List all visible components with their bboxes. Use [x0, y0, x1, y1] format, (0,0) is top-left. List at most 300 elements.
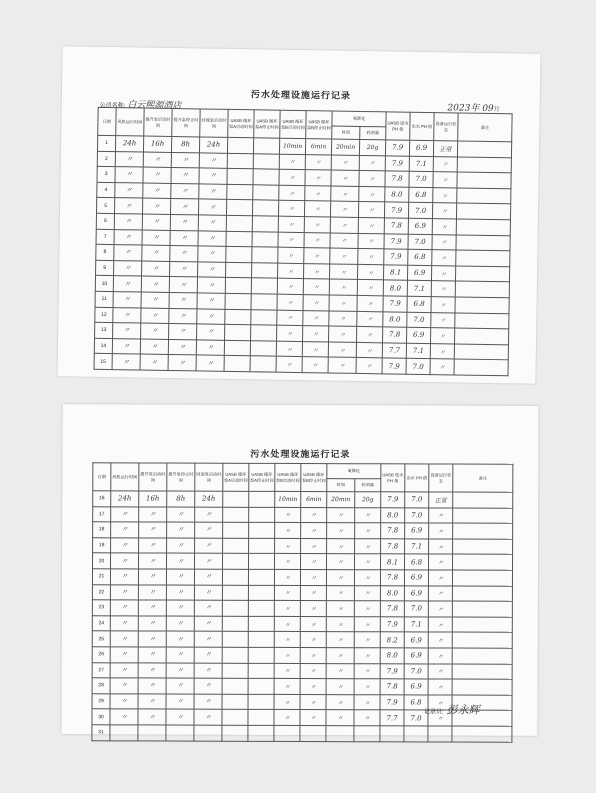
cell-disinfect-time: 〃 [331, 186, 359, 202]
cell-remark [456, 235, 510, 251]
cell-uasb-a-on [223, 538, 249, 554]
header-disinfect: 氧降化 [327, 464, 381, 479]
cell-disinfect-qty: 〃 [358, 202, 384, 218]
cell-uasb-b-off: 〃 [300, 585, 326, 601]
cell-pump-off: 〃 [166, 709, 194, 725]
cell-ph-out: 7.0 [404, 601, 428, 617]
cell-uasb-b-off: 6min [301, 492, 327, 508]
cell-uasb-a-off [251, 278, 277, 294]
cell-fan: 〃 [110, 616, 138, 632]
cell-ph-out: 6.8 [405, 554, 429, 570]
cell-pump-off: 〃 [171, 183, 199, 199]
cell-pump-off: 〃 [166, 663, 194, 679]
year-month-value: 2023年 09 [447, 103, 494, 115]
cell-disinfect-qty: 20g [355, 492, 381, 508]
cell-disinfect-time: 〃 [331, 170, 359, 186]
cell-ph-out: 6.9 [409, 140, 433, 156]
header-fan: 风机运行时间 [111, 463, 139, 491]
cell-recirc: 〃 [197, 277, 225, 293]
table-row [92, 616, 512, 633]
cell-status: 〃 [432, 203, 456, 219]
cell-uasb-a-on [227, 184, 253, 200]
cell-pump-on: 〃 [139, 538, 167, 554]
cell-uasb-b-off: 〃 [302, 357, 328, 373]
cell-uasb-b-on: 〃 [278, 216, 304, 232]
cell-disinfect-time: 〃 [328, 357, 356, 373]
cell-pump-off: 〃 [166, 678, 194, 694]
cell-fan: 〃 [115, 167, 143, 183]
cell-ph-in: 7.8 [381, 539, 405, 555]
table-row [92, 631, 512, 648]
cell-uasb-b-on: 10min [275, 491, 301, 507]
cell-uasb-a-off [248, 710, 274, 726]
cell-uasb-b-on: 〃 [274, 585, 300, 601]
header-remark: 备注 [458, 113, 512, 142]
header-uasb-a-on: UASB 循环泵A启动时间 [223, 463, 249, 491]
cell-disinfect-time: 〃 [327, 554, 355, 570]
cell-status: 〃 [429, 539, 453, 555]
cell-uasb-a-off [252, 247, 278, 263]
cell-uasb-a-on [222, 616, 248, 632]
cell-recirc: 〃 [197, 324, 225, 340]
cell-pump-off: 〃 [167, 538, 195, 554]
cell-uasb-b-on: 〃 [277, 263, 303, 279]
cell-remark [457, 157, 511, 173]
cell-recirc: 24h [199, 137, 227, 153]
cell-day: 10 [95, 276, 113, 292]
cell-ph-in: 7.9 [384, 249, 408, 265]
cell-uasb-b-on: 〃 [279, 154, 305, 170]
cell-status: 〃 [431, 328, 455, 344]
cell-fan: 〃 [111, 538, 139, 554]
cell-status: 正常 [433, 141, 457, 157]
cell-pump-off [166, 725, 194, 741]
cell-recirc: 〃 [197, 293, 225, 309]
cell-disinfect-time: 〃 [330, 233, 358, 249]
cell-day: 29 [92, 693, 110, 709]
cell-disinfect-time: 〃 [326, 679, 354, 695]
cell-pump-on: 〃 [141, 308, 169, 324]
cell-status: 〃 [428, 570, 452, 586]
cell-uasb-b-on: 〃 [276, 356, 302, 372]
cell-uasb-b-off: 〃 [304, 201, 330, 217]
cell-status: 〃 [432, 234, 456, 250]
cell-uasb-a-off [252, 216, 278, 232]
cell-pump-off: 〃 [166, 585, 194, 601]
cell-fan: 〃 [114, 229, 142, 245]
cell-ph-in: 7.9 [380, 617, 404, 633]
cell-uasb-a-on [222, 600, 248, 616]
cell-uasb-b-on: 〃 [274, 679, 300, 695]
cell-remark [452, 726, 512, 742]
cell-uasb-b-off: 〃 [300, 679, 326, 695]
cell-uasb-b-off: 〃 [300, 601, 326, 617]
cell-day: 21 [92, 569, 110, 585]
cell-disinfect-time: 〃 [329, 295, 357, 311]
header-uasb-b-on: UASB 循环泵B启动时间 [280, 110, 306, 138]
cell-ph-in: 8.0 [380, 648, 404, 664]
cell-pump-off: 〃 [170, 246, 198, 262]
cell-recirc [194, 725, 222, 741]
header-day: 日期 [98, 107, 116, 135]
table-row [92, 647, 512, 664]
cell-pump-off: 〃 [166, 569, 194, 585]
cell-recirc: 〃 [198, 199, 226, 215]
cell-disinfect-qty: 〃 [354, 710, 380, 726]
cell-ph-out: 6.9 [407, 327, 431, 343]
header-status: 设备运行状态 [429, 464, 453, 492]
cell-recirc: 〃 [194, 678, 222, 694]
cell-pump-off: 〃 [166, 647, 194, 663]
cell-remark [452, 617, 512, 633]
cell-uasb-b-off: 〃 [305, 154, 331, 170]
cell-disinfect-time: 〃 [327, 523, 355, 539]
cell-fan: 〃 [112, 354, 140, 370]
cell-recirc: 〃 [198, 215, 226, 231]
cell-disinfect-qty: 〃 [356, 342, 382, 358]
cell-disinfect-time: 〃 [326, 570, 354, 586]
record-table [94, 107, 513, 376]
cell-uasb-a-on [227, 169, 253, 185]
month-unit: 月 [493, 107, 500, 114]
cell-uasb-a-on [223, 554, 249, 570]
cell-uasb-b-off: 〃 [300, 694, 326, 710]
cell-pump-on: 〃 [142, 214, 170, 230]
cell-uasb-b-on: 〃 [276, 341, 302, 357]
header-status: 设备运行状态 [434, 113, 458, 141]
cell-day: 27 [92, 662, 110, 678]
cell-fan: 〃 [113, 323, 141, 339]
cell-ph-out: 6.9 [404, 632, 428, 648]
table-row [92, 584, 512, 601]
cell-uasb-a-off [252, 200, 278, 216]
cell-recirc: 〃 [198, 230, 226, 246]
cell-uasb-a-off [250, 340, 276, 356]
cell-pump-on: 〃 [142, 261, 170, 277]
table-row [93, 491, 513, 508]
cell-pump-off: 〃 [169, 308, 197, 324]
cell-uasb-a-off [249, 523, 275, 539]
cell-pump-on: 〃 [138, 709, 166, 725]
cell-disinfect-qty: 〃 [358, 233, 384, 249]
cell-uasb-b-off: 〃 [303, 279, 329, 295]
header-recirc: 回流泵启动时间 [195, 463, 223, 491]
cell-pump-on: 〃 [138, 662, 166, 678]
cell-pump-off: 〃 [170, 230, 198, 246]
cell-status: 〃 [429, 523, 453, 539]
cell-uasb-b-off: 〃 [300, 647, 326, 663]
cell-ph-out: 7.1 [404, 617, 428, 633]
cell-uasb-b-on: 〃 [275, 538, 301, 554]
table-row [93, 538, 513, 555]
cell-remark [452, 632, 512, 648]
cell-uasb-a-off [248, 569, 274, 585]
cell-disinfect-qty: 〃 [355, 554, 381, 570]
cell-remark [452, 664, 512, 680]
cell-status: 〃 [428, 663, 452, 679]
cell-pump-off: 〃 [169, 277, 197, 293]
cell-ph-in: 7.9 [384, 233, 408, 249]
cell-day: 22 [92, 584, 110, 600]
cell-ph-in: 8.0 [385, 187, 409, 203]
cell-uasb-a-off [248, 663, 274, 679]
cell-uasb-b-off: 6min [305, 139, 331, 155]
cell-recirc: 〃 [194, 631, 222, 647]
cell-uasb-b-off: 〃 [301, 538, 327, 554]
cell-ph-out: 7.0 [409, 171, 433, 187]
cell-status: 〃 [431, 312, 455, 328]
cell-uasb-b-off: 〃 [301, 507, 327, 523]
cell-remark [455, 266, 509, 282]
cell-fan: 〃 [112, 338, 140, 354]
cell-disinfect-qty: 20g [359, 139, 385, 155]
cell-disinfect-time: 〃 [331, 155, 359, 171]
header-uasb-a-on: UASB 循环泵A启动时间 [228, 109, 254, 137]
cell-pump-on [138, 725, 166, 741]
cell-day: 23 [92, 600, 110, 616]
cell-disinfect-time: 〃 [329, 279, 357, 295]
cell-disinfect-time: 20min [327, 492, 355, 508]
table-row [92, 725, 512, 742]
cell-pump-off: 8h [171, 136, 199, 152]
cell-uasb-a-off [252, 263, 278, 279]
cell-ph-out: 6.8 [408, 249, 432, 265]
cell-uasb-b-on: 〃 [279, 169, 305, 185]
cell-recirc: 〃 [195, 522, 223, 538]
cell-remark [457, 172, 511, 188]
cell-ph-in: 7.7 [382, 343, 406, 359]
cell-fan: 〃 [113, 276, 141, 292]
cell-day: 3 [97, 167, 115, 183]
cell-ph-out: 6.9 [407, 265, 431, 281]
record-table [91, 462, 513, 742]
cell-remark [456, 250, 510, 266]
cell-pump-off: 〃 [166, 616, 194, 632]
cell-disinfect-qty: 〃 [358, 249, 384, 265]
cell-fan: 〃 [111, 553, 139, 569]
header-disinfect-time: 时间 [332, 126, 360, 139]
cell-uasb-b-off [300, 725, 326, 741]
cell-uasb-b-on: 〃 [274, 632, 300, 648]
cell-uasb-b-off: 〃 [300, 710, 326, 726]
cell-recirc: 〃 [195, 554, 223, 570]
cell-ph-out: 7.0 [407, 312, 431, 328]
cell-disinfect-qty: 〃 [354, 648, 380, 664]
cell-uasb-a-off [250, 356, 276, 372]
cell-ph-in: 7.9 [382, 358, 406, 374]
cell-status: 〃 [428, 617, 452, 633]
cell-day: 31 [92, 725, 110, 741]
cell-uasb-b-off: 〃 [302, 341, 328, 357]
cell-pump-on: 16h [143, 136, 171, 152]
cell-uasb-b-on: 〃 [274, 694, 300, 710]
header-uasb-b-on: UASB 循环泵B启动时间 [275, 463, 301, 491]
cell-uasb-a-off [251, 325, 277, 341]
cell-status: 〃 [431, 281, 455, 297]
cell-uasb-a-off [252, 231, 278, 247]
cell-disinfect-time: 〃 [326, 632, 354, 648]
cell-uasb-b-on: 〃 [278, 232, 304, 248]
cell-disinfect-qty: 〃 [359, 186, 385, 202]
cell-pump-off: 〃 [167, 507, 195, 523]
cell-fan: 〃 [110, 569, 138, 585]
cell-day: 24 [92, 616, 110, 632]
cell-status: 〃 [428, 679, 452, 695]
cell-pump-on: 〃 [138, 694, 166, 710]
cell-day: 5 [97, 198, 115, 214]
table-row [92, 678, 512, 695]
cell-disinfect-time: 20min [331, 139, 359, 155]
cell-status: 〃 [433, 187, 457, 203]
cell-disinfect-qty: 〃 [354, 663, 380, 679]
cell-remark [454, 359, 508, 375]
cell-fan: 〃 [110, 709, 138, 725]
cell-remark [452, 586, 512, 602]
cell-status: 〃 [430, 343, 454, 359]
cell-recirc: 〃 [194, 585, 222, 601]
cell-pump-off: 〃 [169, 324, 197, 340]
cell-fan: 〃 [110, 662, 138, 678]
cell-disinfect-qty [354, 726, 380, 742]
cell-ph-in: 7.9 [380, 663, 404, 679]
cell-pump-on: 〃 [138, 600, 166, 616]
cell-disinfect-time [326, 725, 354, 741]
cell-disinfect-time: 〃 [326, 648, 354, 664]
cell-remark [455, 312, 509, 328]
cell-status: 〃 [433, 172, 457, 188]
cell-ph-in: 7.9 [385, 155, 409, 171]
table-header-row [93, 463, 513, 479]
cell-status: 〃 [428, 632, 452, 648]
cell-uasb-b-off: 〃 [300, 569, 326, 585]
cell-uasb-b-off: 〃 [304, 217, 330, 233]
cell-day: 15 [94, 354, 112, 370]
table-row [93, 553, 513, 570]
cell-remark [453, 508, 513, 524]
cell-uasb-a-off [249, 491, 275, 507]
cell-ph-in: 8.0 [380, 585, 404, 601]
cell-pump-on: 16h [139, 491, 167, 507]
cell-recirc: 〃 [194, 616, 222, 632]
cell-ph-in: 8.0 [383, 280, 407, 296]
cell-ph-in: 7.9 [380, 694, 404, 710]
cell-status: 〃 [429, 508, 453, 524]
cell-uasb-b-off: 〃 [303, 326, 329, 342]
cell-ph-out: 6.8 [404, 695, 428, 711]
cell-uasb-b-off: 〃 [304, 248, 330, 264]
cell-ph-in: 7.8 [384, 218, 408, 234]
cell-uasb-b-on: 〃 [275, 523, 301, 539]
cell-fan: 〃 [113, 292, 141, 308]
cell-recirc: 〃 [194, 694, 222, 710]
cell-fan: 〃 [111, 506, 139, 522]
cell-ph-out: 6.9 [404, 679, 428, 695]
cell-uasb-a-on [226, 200, 252, 216]
cell-disinfect-qty: 〃 [359, 155, 385, 171]
cell-pump-on: 〃 [143, 152, 171, 168]
header-ph-out: 出水 PH 值 [410, 112, 434, 140]
cell-pump-on: 〃 [138, 678, 166, 694]
cell-remark [455, 328, 509, 344]
header-uasb-a-off: UASB 循环泵A停止时间 [249, 463, 275, 491]
cell-pump-on: 〃 [142, 245, 170, 261]
cell-fan: 〃 [110, 678, 138, 694]
recorder-label: 记录员: [423, 709, 444, 716]
cell-ph-out: 7.0 [404, 710, 428, 726]
cell-disinfect-qty: 〃 [356, 358, 382, 374]
cell-recirc: 〃 [196, 340, 224, 356]
cell-remark [453, 554, 513, 570]
cell-uasb-a-off [248, 632, 274, 648]
cell-uasb-a-off [251, 309, 277, 325]
cell-day: 14 [94, 338, 112, 354]
cell-status: 〃 [428, 586, 452, 602]
cell-remark [457, 188, 511, 204]
cell-uasb-b-off: 〃 [300, 632, 326, 648]
cell-disinfect-time: 〃 [326, 663, 354, 679]
cell-disinfect-time: 〃 [330, 217, 358, 233]
cell-uasb-b-off: 〃 [300, 663, 326, 679]
cell-day: 4 [97, 182, 115, 198]
table-row [92, 662, 512, 679]
cell-day: 9 [96, 260, 114, 276]
cell-recirc: 〃 [197, 308, 225, 324]
cell-remark [455, 281, 509, 297]
cell-ph-in: 7.8 [380, 679, 404, 695]
cell-uasb-b-on: 〃 [277, 325, 303, 341]
cell-uasb-b-off: 〃 [303, 263, 329, 279]
cell-pump-on: 〃 [138, 584, 166, 600]
cell-pump-off: 〃 [167, 553, 195, 569]
header-pump-off: 提升泵停止时间 [167, 463, 195, 491]
cell-disinfect-time: 〃 [326, 616, 354, 632]
cell-remark [457, 141, 511, 157]
cell-ph-out: 7.0 [404, 663, 428, 679]
cell-ph-in: 7.9 [383, 296, 407, 312]
cell-uasb-a-on [226, 262, 252, 278]
cell-day: 20 [93, 553, 111, 569]
cell-remark [456, 219, 510, 235]
cell-recirc: 〃 [195, 538, 223, 554]
cell-pump-on: 〃 [141, 276, 169, 292]
cell-uasb-a-off [248, 678, 274, 694]
cell-ph-out: 6.8 [409, 187, 433, 203]
header-ph-in: UASB 进水 PH 值 [386, 112, 410, 140]
cell-ph-in: 8.1 [381, 554, 405, 570]
header-uasb-b-off: UASB 循环泵B停止时间 [306, 111, 332, 139]
cell-disinfect-qty: 〃 [355, 507, 381, 523]
cell-uasb-a-on [226, 231, 252, 247]
cell-uasb-b-on: 10min [279, 138, 305, 154]
cell-pump-on: 〃 [142, 230, 170, 246]
cell-remark [453, 539, 513, 555]
cell-status: 〃 [428, 648, 452, 664]
cell-pump-off: 〃 [167, 522, 195, 538]
cell-pump-off: 〃 [166, 600, 194, 616]
cell-uasb-a-off [253, 185, 279, 201]
cell-uasb-a-on [222, 569, 248, 585]
cell-disinfect-qty: 〃 [354, 570, 380, 586]
cell-ph-in [380, 726, 404, 742]
cell-status: 〃 [428, 710, 452, 726]
cell-disinfect-qty: 〃 [358, 217, 384, 233]
cell-disinfect-time: 〃 [330, 248, 358, 264]
cell-day: 18 [93, 522, 111, 538]
cell-uasb-a-on [222, 663, 248, 679]
cell-fan: 〃 [114, 214, 142, 230]
cell-ph-in: 7.9 [384, 202, 408, 218]
cell-disinfect-qty: 〃 [354, 616, 380, 632]
